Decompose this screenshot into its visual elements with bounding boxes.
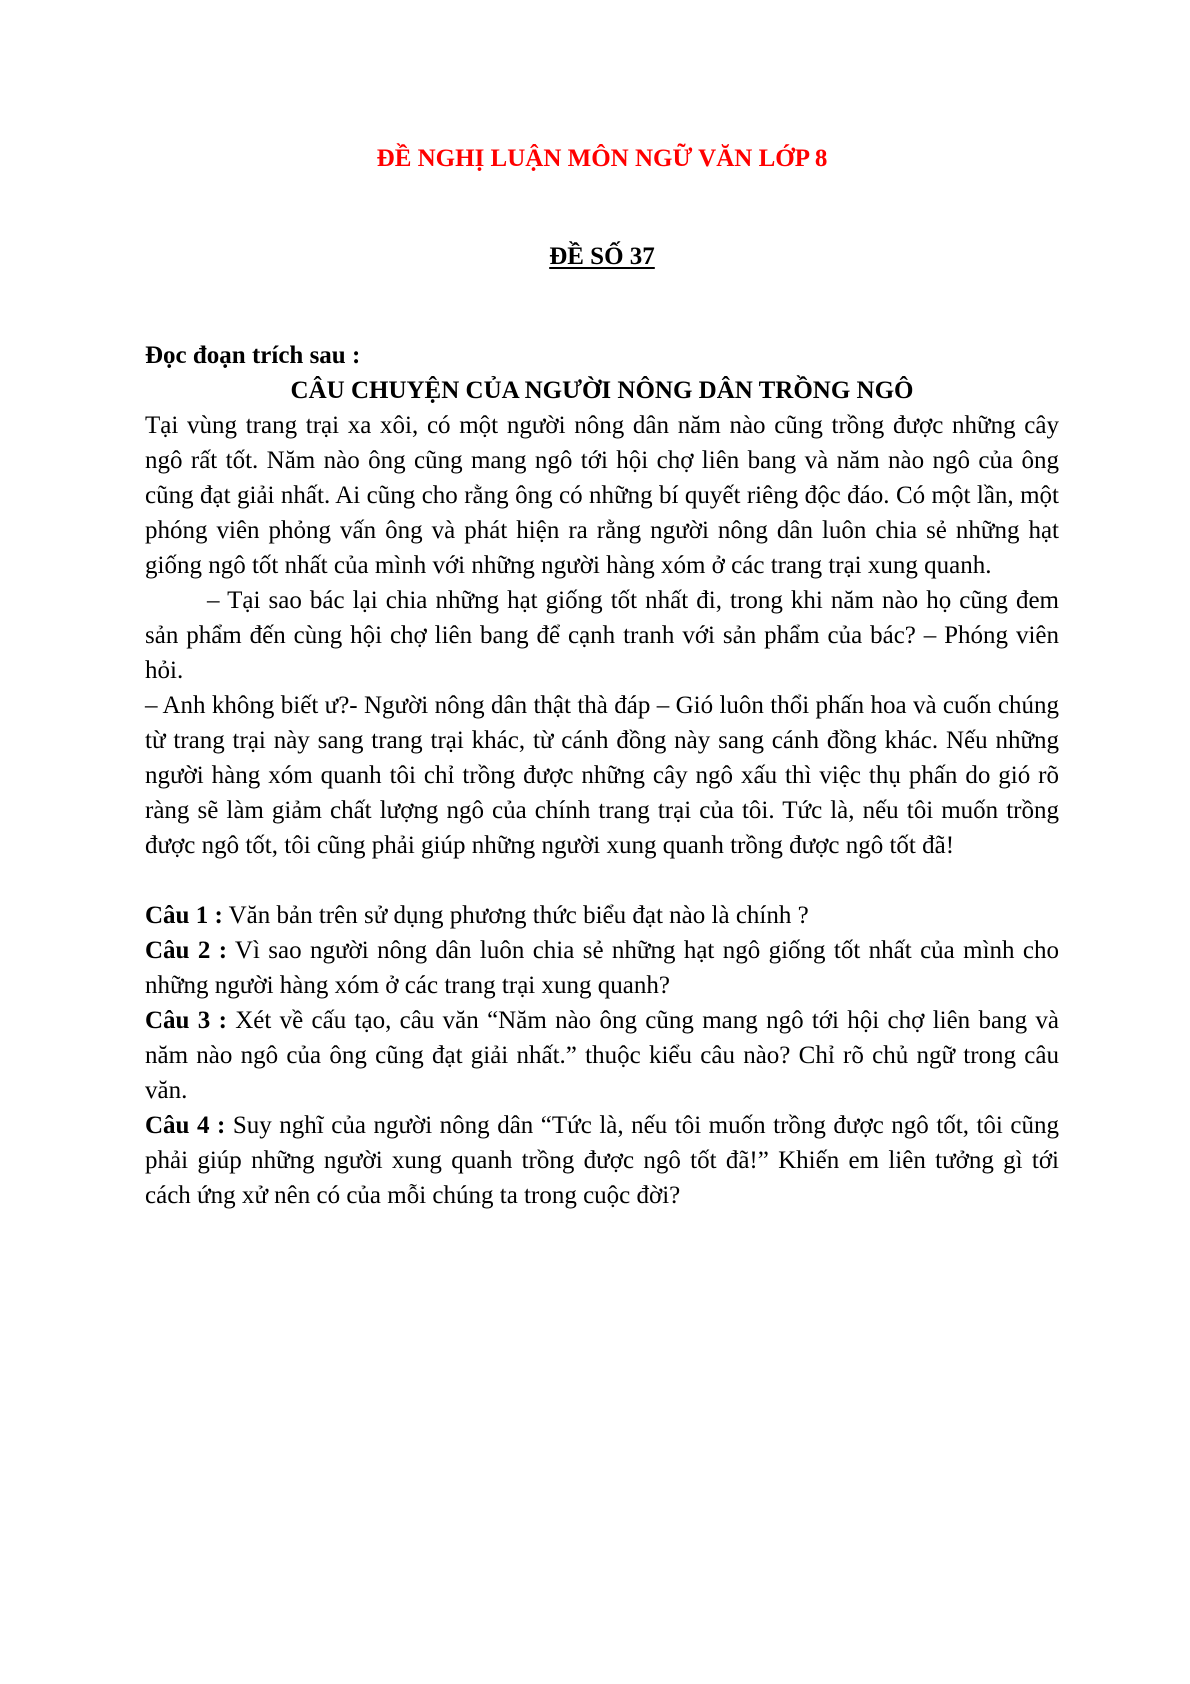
question-label: Câu 4 : (145, 1112, 226, 1139)
document-content (145, 338, 1059, 1213)
question-text: Xét về cấu tạo, câu văn “Năm nào ông cũng mang ngô tới hội chợ liên bang và năm nào ngô của ông cũng đạt giải nhất.” thuộc kiểu câu nào? Chỉ rõ chủ ngữ trong câu văn. (145, 1007, 1059, 1104)
spacer (145, 863, 1059, 898)
question-3 (145, 1003, 1059, 1108)
story-title: CÂU CHUYỆN CỦA NGƯỜI NÔNG DÂN TRỒNG NGÔ (290, 377, 914, 404)
question-1 (145, 898, 1059, 933)
story-paragraph: Tại vùng trang trại xa xôi, có một người nông dân năm nào cũng trồng được những cây ngô rất tốt. Năm nào ông cũng mang ngô tới hội chợ liên bang và năm nào ngô của ông cũng đạt giải nhất. Ai cũng cho rằng ông có những bí quyết riêng độc đáo. Có một lần, một phóng viên phỏng vấn ông và phát hiện ra rằng người nông dân luôn chia sẻ những hạt giống ngô tốt nhất của mình với những người hàng xóm ở các trang trại xung quanh. (145, 412, 1059, 579)
document-title: ĐỀ NGHỊ LUẬN MÔN NGỮ VĂN LỚP 8 (376, 145, 828, 172)
question-4 (145, 1108, 1059, 1213)
question-text: Vì sao người nông dân luôn chia sẻ những hạt ngô giống tốt nhất của mình cho những người hàng xóm ở các trang trại xung quanh? (145, 937, 1059, 999)
question-text: Văn bản trên sử dụng phương thức biểu đạt nào là chính ? (222, 902, 809, 929)
question-label: Câu 1 : (145, 902, 223, 929)
exam-number: ĐỀ SỐ 37 (549, 243, 655, 270)
question-label: Câu 2 : (145, 937, 228, 964)
question-text: Suy nghĩ của người nông dân “Tức là, nếu tôi muốn trồng được ngô tốt, tôi cũng phải giúp những người xung quanh trồng được ngô tốt đã!” Khiến em liên tưởng gì tới cách ứng xử nên có của mỗi chúng ta trong cuộc đời? (145, 1112, 1059, 1209)
reading-instruction: Đọc đoạn trích sau : (145, 342, 361, 369)
question-2 (145, 933, 1059, 1003)
story-paragraph: – Anh không biết ư?- Người nông dân thật thà đáp – Gió luôn thổi phấn hoa và cuốn chúng từ trang trại này sang trang trại khác, từ cánh đồng này sang cánh đồng khác. Nếu những người hàng xóm quanh tôi chỉ trồng được những cây ngô xấu thì việc thụ phấn do gió rõ ràng sẽ làm giảm chất lượng ngô của chính trang trại của tôi. Tức là, nếu tôi muốn trồng được ngô tốt, tôi cũng phải giúp những người xung quanh trồng được ngô tốt đã! (145, 692, 1059, 859)
question-label: Câu 3 : (145, 1007, 227, 1034)
story-paragraph: – Tại sao bác lại chia những hạt giống tốt nhất đi, trong khi năm nào họ cũng đem sản phẩm đến cùng hội chợ liên bang để cạnh tranh với sản phẩm của bác? – Phóng viên hỏi. (145, 587, 1059, 684)
